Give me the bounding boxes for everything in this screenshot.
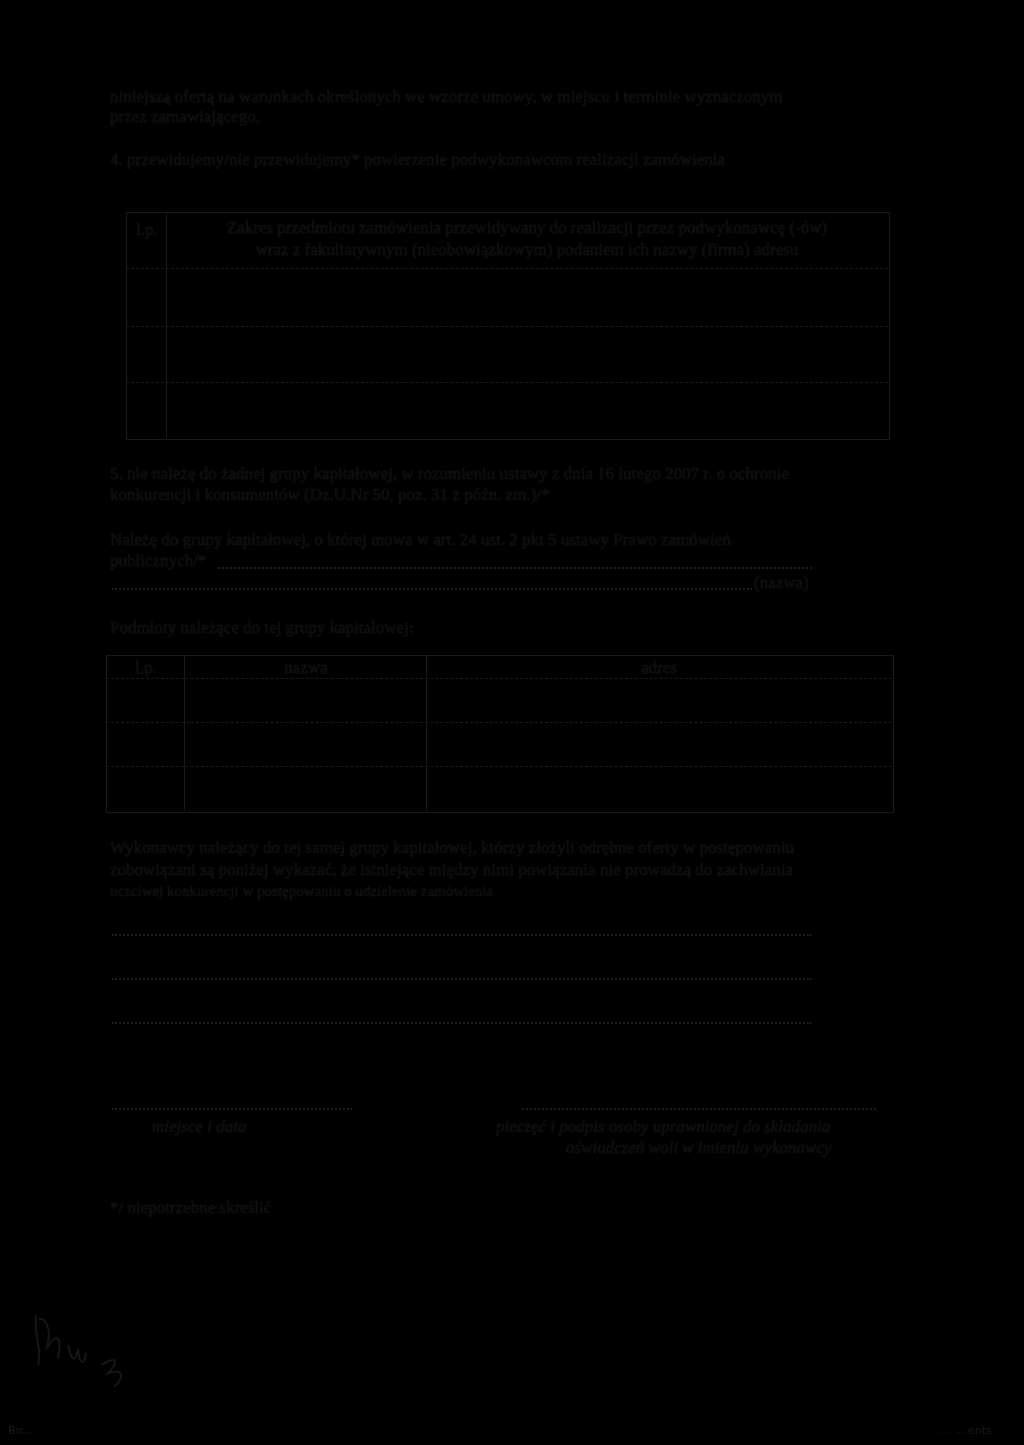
scan-corner-right: ... ....ents <box>940 1424 992 1437</box>
subcontractor-table-row-divider <box>126 268 888 269</box>
capital-group-name-dotted-line <box>112 588 752 590</box>
handwritten-initials-icon <box>28 1305 148 1395</box>
entities-table-header-name: nazwa <box>284 658 328 677</box>
obligation-line-1: Wykonawcy należący do tej samej grupy kapitałowej, którzy złożyli odrębne oferty w postępowaniu <box>110 838 794 857</box>
place-date-label: miejsce i data <box>152 1117 247 1136</box>
footnote: */ niepotrzebne skreślić <box>110 1198 272 1217</box>
scan-corner-left: Bir... <box>8 1424 33 1437</box>
obligation-line-3: uczciwej konkurencji w postępowaniu o udzielenie zamówienia <box>110 884 494 900</box>
intro-line-2: przez zamawiającego, <box>110 107 261 126</box>
intro-line-1: niniejszą ofertą na warunkach określonych we wzorze umowy, w miejscu i terminie wyznaczonym <box>110 87 783 106</box>
entities-table-header-address: adres <box>641 658 677 677</box>
capital-group-belong-line-2: publicznych/* <box>110 551 207 570</box>
point-5-line-2: konkurencji i konsumentów (Dz.U.Nr 50, poz. 31 z późn. zm.)/* <box>110 485 550 504</box>
subcontractor-table-header-lp: l.p. <box>136 220 158 239</box>
subcontractor-table-row-divider <box>126 382 888 383</box>
capital-group-belong-line-1: Należę do grupy kapitałowej, o której mowa w art. 24 ust. 2 pkt 5 ustawy Prawo zamówień <box>110 530 731 549</box>
point-5-line-1: 5. nie należę do żadnej grupy kapitałowej, w rozumieniu ustawy z dnia 16 lutego 2007 r. o ochronie <box>110 464 789 483</box>
explanation-dotted-line-1 <box>112 934 812 936</box>
subcontractor-table-header-scope-2: wraz z fakultatywnym (nieobowiązkowym) podaniem ich nazwy (firma) adresu <box>255 240 799 259</box>
entities-heading: Podmioty należące do tej grupy kapitałowej: <box>110 618 414 637</box>
entities-table-row-divider <box>106 766 892 767</box>
subcontractor-table-row-divider <box>126 326 888 327</box>
stamp-signature-label-2: oświadczeń woli w imieniu wykonawcy <box>566 1138 832 1157</box>
explanation-dotted-line-3 <box>112 1022 812 1024</box>
stamp-signature-label-1: pieczęć i podpis osoby uprawnionej do składania <box>496 1117 831 1136</box>
entities-table-header-lp: l.p. <box>135 658 157 677</box>
point-4-text: 4. przewidujemy/nie przewidujemy* powierzenie podwykonawcom realizacji zamówienia <box>110 150 726 169</box>
place-date-dotted-line <box>112 1108 352 1110</box>
entities-table-row-divider <box>106 722 892 723</box>
capital-group-dotted-line <box>218 567 812 569</box>
capital-group-name-label: (nazwa) <box>754 573 809 592</box>
subcontractor-table-col-divider <box>166 212 167 438</box>
subcontractor-table-header-scope-1: Zakres przedmiotu zamówienia przewidywany do realizacji przez podwykonawcę (-ów) <box>226 218 828 237</box>
entities-table-row-divider <box>106 678 892 679</box>
signature-dotted-line <box>522 1108 876 1110</box>
obligation-line-2: zobowiązani są poniżej wykazać, że istniejące między nimi powiązania nie prowadzą do zachwiania <box>110 860 793 879</box>
explanation-dotted-line-2 <box>112 978 812 980</box>
